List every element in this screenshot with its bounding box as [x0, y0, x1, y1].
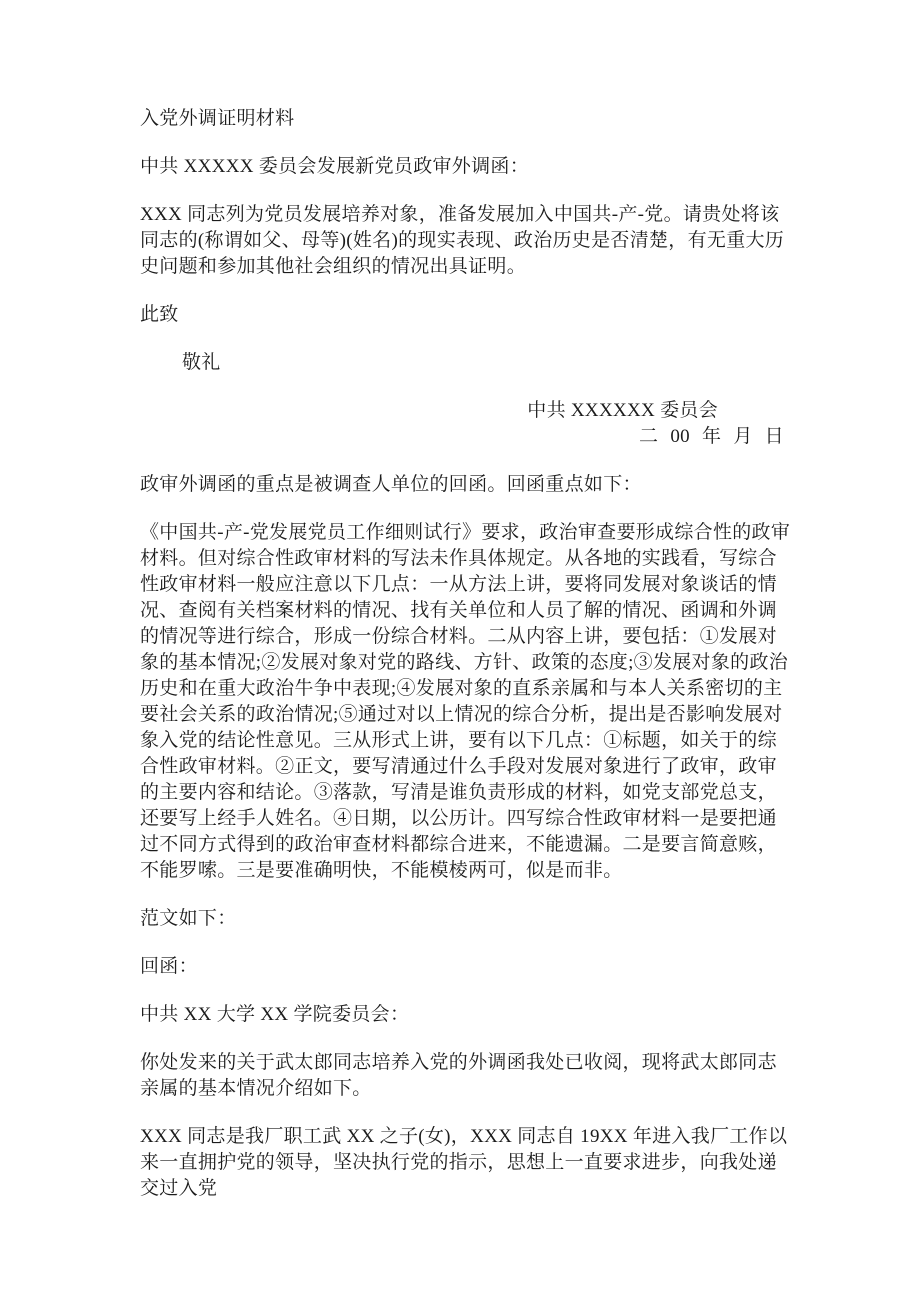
sample-ack: 你处发来的关于武太郎同志培养入党的外调函我处已收阅，现将武太郎同志亲属的基本情况介绍如下。 [140, 1052, 777, 1099]
sample-body: XXX 同志是我厂职工武 XX 之子(女)，XXX 同志自 19XX 年进入我厂工作以来一直拥护党的领导，坚决执行党的指示，思想上一直要求进步，向我处递交过入党 [140, 1126, 788, 1199]
document-content [140, 106, 796, 1224]
signature-committee: 中共 XXXXXX 委员会 [527, 400, 718, 421]
closing-cizhi: 此致 [140, 304, 179, 325]
sample-salutation: 中共 XX 大学 XX 学院委员会： [140, 1004, 410, 1025]
document-title: 入党外调证明材料 [140, 108, 295, 129]
guidelines-paragraph: 《中国共-产-党发展党员工作细则试行》要求，政治审查要形成综合性的政审材料。但对综合性政审材料的写法未作具体规定。从各地的实践看，写综合性政审材料一般应注意以下几点：一从方法上讲，要将同发展对象谈话的情况、查阅有关档案材料的情况、找有关单位和人员了解的情况、函调和外调的情况等进行综合，形成一份综合材料。二从内容上讲，要包括：①发展对象的基本情况;②发展对象对党的路线、方针、政策的态度;③发展对象的政治历史和在重大政治牛争中表现;④发展对象的直系亲属和与本人关系密切的主要社会关系的政治情况;⑤通过对以上情况的综合分析，提出是否影响发展对象入党的结论性意见。三从形式上讲，要有以下几点：①标题，如关于的综合性政审材料。②正文，要写清通过什么手段对发展对象进行了政审，政审的主要内容和结论。③落款，写清是谁负责形成的材料，如党支部党总支，还要写上经手人姓名。④日期，以公历计。四写综合性政审材料一是要把通过不同方式得到的政治审查材料都综合进来，不能遗漏。二是要言简意赅，不能罗嗦。三是要准确明快，不能模棱两可，似是而非。 [140, 522, 791, 881]
closing-jingli: 敬礼 [182, 352, 221, 373]
reply-intro: 政审外调函的重点是被调查人单位的回函。回函重点如下： [140, 474, 642, 495]
signature-date: 二 00 年 月 日 [638, 426, 784, 447]
letter-body: XXX 同志列为党员发展培养对象，准备发展加入中国共-产-党。请贵处将该同志的(称谓如父、母等)(姓名)的现实表现、政治历史是否清楚，有无重大历史问题和参加其他社会组织的情况出具证明。 [140, 204, 785, 277]
sample-label: 范文如下： [140, 908, 237, 929]
letter-salutation: 中共 XXXXX 委员会发展新党员政审外调函： [140, 156, 530, 177]
reply-label: 回函： [140, 956, 198, 977]
